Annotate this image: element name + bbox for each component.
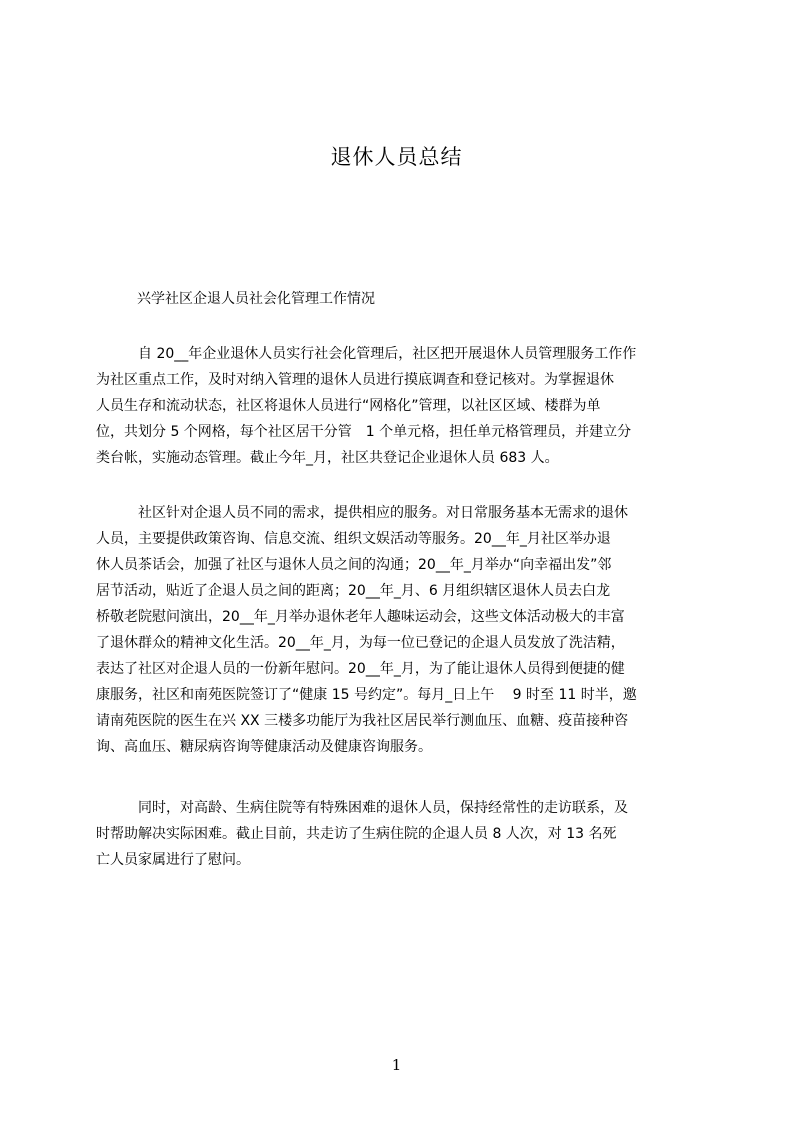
- paragraph-line: 自 20__年企业退休人员实行社会化管理后，社区把开展退休人员管理服务工作作: [138, 346, 637, 362]
- paragraph-line: 时帮助解决实际困难。截止目前，共走访了生病住院的企退人员 8 人次，对 13 名死: [96, 826, 617, 842]
- paragraph-line: 为社区重点工作，及时对纳入管理的退休人员进行摸底调查和登记核对。为掌握退休: [96, 372, 614, 388]
- page-number: 1: [391, 1056, 402, 1074]
- paragraph-line: 桥敬老院慰问演出，20__年_月举办退休老年人趣味运动会，这些文体活动极大的丰富: [96, 609, 625, 625]
- paragraph-line: 类台帐，实施动态管理。截止今年_月，社区共登记企业退休人员 683 人。: [96, 450, 559, 466]
- paragraph-line: 询、高血压、糖尿病咨询等健康活动及健康咨询服务。: [96, 739, 432, 755]
- paragraph-registration: [96, 341, 700, 471]
- paragraph-line: 康服务，社区和南苑医院签订了“健康 15 号约定”。每月_日上午 9 时至 11 时半，邀: [96, 687, 637, 703]
- paragraph-line: 休人员茶话会，加强了社区与退休人员之间的沟通；20__年_月举办“向幸福出发”邻: [96, 557, 612, 573]
- paragraph-visits: [96, 795, 700, 873]
- paragraph-line: 表达了社区对企退人员的一份新年慰问。20__年_月，为了能让退休人员得到便捷的健: [96, 661, 625, 677]
- paragraph-line: 亡人员家属进行了慰问。: [96, 852, 250, 868]
- paragraph-line: 请南苑医院的医生在兴 XX 三楼多功能厅为我社区居民举行测血压、血糖、疫苗接种咨: [96, 713, 629, 729]
- document-subtitle: 兴学社区企退人员社会化管理工作情况: [137, 291, 375, 307]
- paragraph-line: 人员生存和流动状态，社区将退休人员进行“网格化”管理，以社区区域、楼群为单: [96, 398, 601, 414]
- paragraph-line: 人员，主要提供政策咨询、信息交流、组织文娱活动等服务。20__年_月社区举办退: [96, 531, 611, 547]
- paragraph-services: [96, 500, 700, 760]
- paragraph-line: 社区针对企退人员不同的需求，提供相应的服务。对日常服务基本无需求的退休: [138, 505, 628, 521]
- paragraph-line: 同时，对高龄、生病住院等有特殊困难的退休人员，保持经常性的走访联系，及: [138, 800, 628, 816]
- paragraph-line: 位，共划分 5 个网格，每个社区居干分管 1 个单元格，担任单元格管理员，并建立分: [96, 424, 632, 440]
- paragraph-line: 了退休群众的精神文化生活。20__年_月，为每一位已登记的企退人员发放了洗洁精，: [96, 635, 625, 651]
- paragraph-line: 居节活动，贴近了企退人员之间的距离；20__年_月、6 月组织辖区退休人员去白龙: [96, 583, 611, 599]
- document-title: 退休人员总结: [330, 145, 463, 169]
